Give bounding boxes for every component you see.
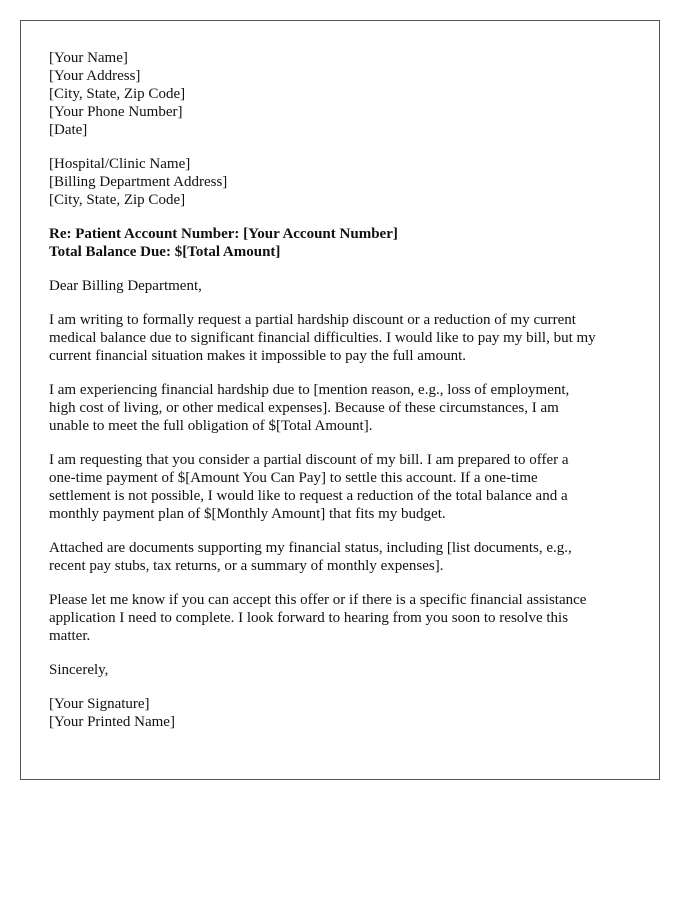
- sender-block: [49, 49, 639, 139]
- sender-phone: [Your Phone Number]: [49, 104, 183, 120]
- body-paragraph-5: [49, 591, 639, 645]
- recipient-city-state-zip: [City, State, Zip Code]: [49, 192, 186, 208]
- paragraph-line: high cost of living, or other medical expenses]. Because of these circumstances, I am: [49, 400, 559, 416]
- letter-page: [20, 20, 660, 780]
- paragraph-line: one-time payment of $[Amount You Can Pay] to settle this account. If a one-time: [49, 470, 538, 486]
- subject-block: [49, 225, 639, 261]
- signature-placeholder: [Your Signature]: [49, 696, 150, 712]
- salutation-text: Dear Billing Department,: [49, 278, 202, 294]
- closing-text: Sincerely,: [49, 662, 109, 678]
- sender-name: [Your Name]: [49, 50, 128, 66]
- letter-content: [49, 49, 639, 747]
- body-paragraph-4: [49, 539, 639, 575]
- paragraph-line: Attached are documents supporting my financial status, including [list documents, e.g.,: [49, 540, 572, 556]
- paragraph-line: I am requesting that you consider a partial discount of my bill. I am prepared to offer a: [49, 452, 569, 468]
- sender-address: [Your Address]: [49, 68, 141, 84]
- letter-date: [Date]: [49, 122, 88, 138]
- paragraph-line: application I need to complete. I look forward to hearing from you soon to resolve this: [49, 610, 569, 626]
- paragraph-line: monthly payment plan of $[Monthly Amount] that fits my budget.: [49, 506, 446, 522]
- paragraph-line: unable to meet the full obligation of $[Total Amount].: [49, 418, 373, 434]
- body-paragraph-1: [49, 311, 639, 365]
- paragraph-line: Please let me know if you can accept this offer or if there is a specific financial assistance: [49, 592, 587, 608]
- closing: [49, 661, 639, 679]
- recipient-block: [49, 155, 639, 209]
- subject-account-line: Re: Patient Account Number: [Your Account Number]: [49, 226, 398, 242]
- paragraph-line: medical balance due to significant financial difficulties. I would like to pay my bill, but my: [49, 330, 596, 346]
- paragraph-line: matter.: [49, 628, 91, 644]
- paragraph-line: settlement is not possible, I would like to request a reduction of the total balance and a: [49, 488, 568, 504]
- body-paragraph-2: [49, 381, 639, 435]
- subject-balance-line: Total Balance Due: $[Total Amount]: [49, 244, 281, 260]
- paragraph-line: I am writing to formally request a partial hardship discount or a reduction of my current: [49, 312, 576, 328]
- paragraph-line: recent pay stubs, tax returns, or a summary of monthly expenses].: [49, 558, 444, 574]
- sender-city-state-zip: [City, State, Zip Code]: [49, 86, 186, 102]
- signature-block: [49, 695, 639, 731]
- paragraph-line: current financial situation makes it impossible to pay the full amount.: [49, 348, 466, 364]
- printed-name: [Your Printed Name]: [49, 714, 175, 730]
- recipient-name: [Hospital/Clinic Name]: [49, 156, 191, 172]
- salutation: [49, 277, 639, 295]
- recipient-address: [Billing Department Address]: [49, 174, 228, 190]
- body-paragraph-3: [49, 451, 639, 523]
- paragraph-line: I am experiencing financial hardship due to [mention reason, e.g., loss of employment,: [49, 382, 570, 398]
